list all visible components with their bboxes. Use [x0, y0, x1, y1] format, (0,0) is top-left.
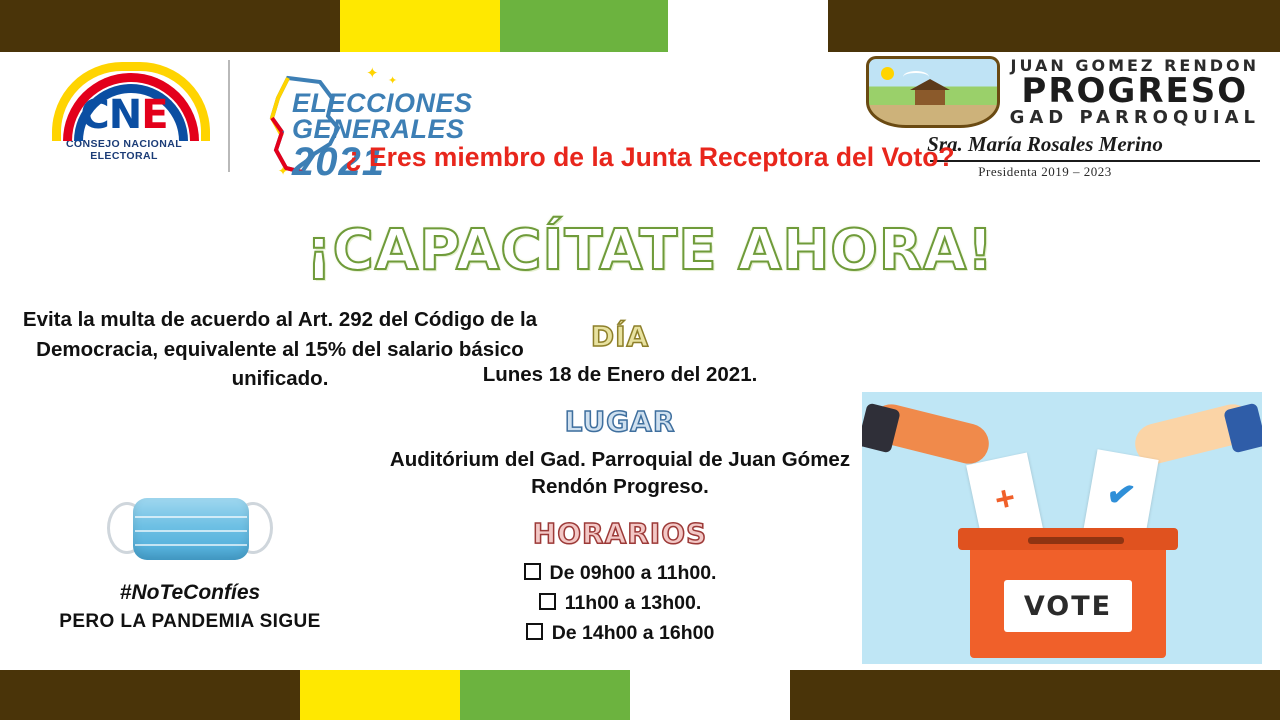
vote-illustration — [862, 392, 1262, 664]
top-bar-chip-green — [500, 0, 668, 52]
sparkle-icon-1: ✦ — [366, 65, 379, 82]
list-item — [380, 588, 860, 618]
gad-president-name: Sra. María Rosales Merino — [927, 132, 1163, 157]
gad-line1: JUAN GOMEZ RENDON — [1010, 56, 1260, 75]
day-label: DÍA — [590, 320, 650, 353]
mask-hashtag: #NoTeConfíes — [119, 581, 261, 604]
checkbox-icon — [526, 623, 543, 640]
headline-question: ¿ Eres miembro de la Junta Receptora del Voto? — [345, 142, 955, 172]
mask-pleat-3 — [135, 544, 247, 546]
ballot-box-icon — [970, 546, 1166, 658]
place-value: Auditórium del Gad. Parroquial de Juan Gómez Rendón Progreso. — [389, 447, 851, 499]
top-bar-chip-yellow — [340, 0, 500, 52]
gad-underline — [930, 160, 1260, 162]
gad-line3: GAD PARROQUIAL — [1009, 107, 1260, 129]
shield-sun-icon — [881, 67, 894, 80]
sparkle-icon-3: ✦ — [278, 164, 289, 178]
cne-logo — [34, 62, 214, 162]
list-item — [380, 558, 860, 588]
checkbox-icon — [524, 563, 541, 580]
header-divider — [228, 60, 230, 172]
ballot-box-label: VOTE — [1004, 580, 1132, 632]
sparkle-icon-2: ✦ — [388, 75, 398, 87]
gad-titles — [1010, 56, 1260, 128]
bottom-bar-spacer — [0, 670, 300, 720]
bottom-bar-chip-white — [630, 670, 790, 720]
cne-letter-e: E — [141, 92, 168, 138]
shield-hut-icon — [915, 89, 945, 105]
mask-body — [133, 498, 249, 560]
header — [0, 52, 1280, 202]
bottom-decor-bar — [0, 670, 1280, 720]
top-decor-bar — [0, 0, 1280, 52]
fine-print: Evita la multa de acuerdo al Art. 292 del Código de la Democracia, equivalente al 15% del salario básico unificado. — [22, 308, 538, 391]
checkbox-icon — [539, 593, 556, 610]
bottom-bar-chip-yellow — [300, 670, 460, 720]
cne-letter-n: N — [108, 92, 142, 138]
gad-top-row — [830, 56, 1260, 128]
mask-subtitle: PERO LA PANDEMIA SIGUE — [59, 611, 321, 632]
mask-pleat-2 — [135, 530, 247, 532]
ballot-paper-right: ✔ — [1083, 449, 1158, 541]
details-spacer-1 — [380, 389, 860, 405]
face-mask-icon — [105, 480, 275, 575]
ballot-paper-left: + — [966, 452, 1044, 545]
mask-callout — [40, 480, 340, 633]
day-value: Lunes 18 de Enero del 2021. — [482, 363, 758, 386]
cne-acronym — [44, 92, 204, 138]
gad-president-role: Presidenta 2019 – 2023 — [978, 164, 1112, 180]
list-item — [380, 618, 860, 648]
gad-shield-icon — [866, 56, 1000, 128]
gad-line2: PROGRESO — [1021, 71, 1249, 111]
page-title: ¡CAPACÍTATE AHORA! — [306, 218, 994, 283]
cne-letter-c: C — [80, 92, 109, 138]
elecciones-year: 2021 — [292, 139, 385, 184]
schedule-item-text: De 14h00 a 16h00 — [551, 622, 715, 645]
event-details — [380, 320, 860, 649]
schedule-label: HORARIOS — [532, 517, 708, 551]
details-spacer-2 — [380, 501, 860, 517]
place-label: LUGAR — [564, 404, 676, 438]
schedule-list — [380, 558, 860, 649]
top-bar-spacer — [0, 0, 340, 52]
schedule-item-text: 11h00 a 13h00. — [564, 592, 702, 615]
mask-pleat-1 — [135, 516, 247, 518]
elecciones-line2: GENERALES — [292, 114, 465, 145]
bottom-bar-chip-green — [460, 670, 630, 720]
elecciones-line1: ELECCIONES — [292, 88, 473, 118]
schedule-item-text: De 09h00 a 11h00. — [549, 562, 717, 585]
cne-logo-mark — [44, 62, 204, 138]
ballot-box-slot — [1028, 537, 1124, 544]
cne-caption: CONSEJO NACIONAL ELECTORAL — [65, 138, 183, 162]
top-bar-chip-white — [668, 0, 828, 52]
